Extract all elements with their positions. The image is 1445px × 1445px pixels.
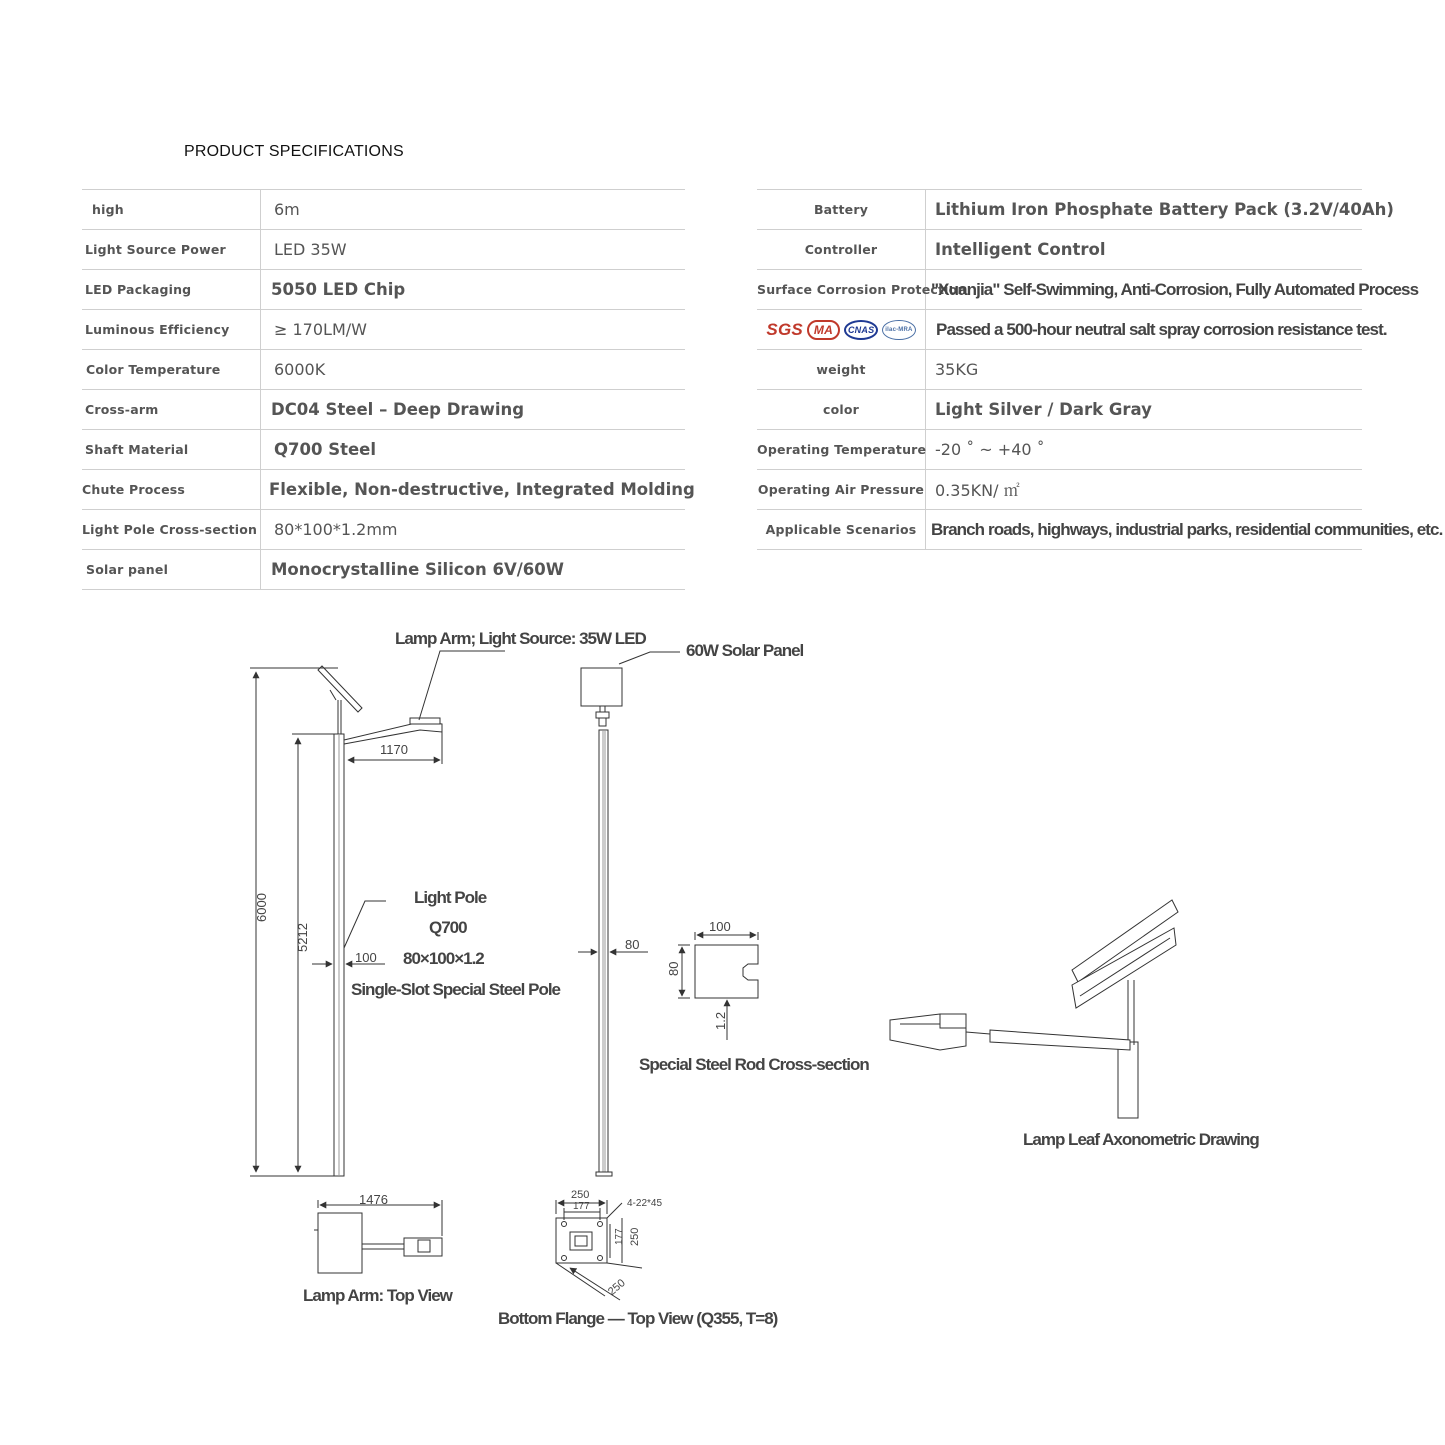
lamp-arm-label: Lamp Arm; Light Source: 35W LED: [395, 629, 646, 648]
spec-label: Chute Process: [82, 470, 261, 510]
flange-hole: 177: [573, 1201, 590, 1212]
flange-width: 250: [571, 1189, 590, 1201]
spec-label: Solar panel: [82, 550, 261, 590]
spec-label: Color Temperature: [82, 350, 261, 390]
dim-pole-height: 5212: [295, 923, 310, 952]
spec-row: [757, 310, 1362, 350]
flange-holes-spec: 4-22*45: [627, 1198, 663, 1209]
spec-row: [82, 350, 685, 390]
technical-drawing: [0, 600, 1445, 1360]
dim-pole-width: 100: [355, 950, 377, 965]
spec-table-left: [82, 189, 695, 590]
spec-label: Battery: [757, 190, 926, 230]
cross-height: 80: [666, 961, 681, 976]
pole-elevation: [318, 651, 505, 1176]
pole-material: Q700: [429, 918, 467, 937]
spec-value: Flexible, Non-destructive, Integrated Molding: [261, 470, 686, 510]
spec-value: 0.35KN/ ㎡: [926, 470, 1363, 510]
spec-row: [757, 190, 1362, 230]
spec-row: [82, 310, 685, 350]
cert-logos: [757, 310, 926, 350]
spec-row: [82, 390, 685, 430]
cert-logo-sgs: SGS: [766, 319, 803, 339]
spec-value: Q700 Steel: [261, 430, 686, 470]
spec-value: 35KG: [926, 350, 1363, 390]
spec-row: [757, 270, 1362, 310]
spec-table-right: [757, 189, 1443, 550]
spec-label: LED Packaging: [82, 270, 261, 310]
spec-value: 6m: [261, 190, 686, 230]
spec-label: high: [82, 190, 261, 230]
cert-logo-cnas: CNAS: [844, 320, 878, 340]
spec-label: Operating Air Pressure: [757, 470, 926, 510]
spec-label: Operating Temperature: [757, 430, 926, 470]
pole-title: Light Pole: [414, 888, 487, 907]
cert-logo-ma: MA: [807, 320, 840, 340]
spec-row: [82, 510, 685, 550]
spec-value: Intelligent Control: [926, 230, 1363, 270]
spec-label: Shaft Material: [82, 430, 261, 470]
flange-view: [556, 1200, 642, 1300]
flange-diag: 250: [605, 1277, 628, 1299]
flange-side: 250: [629, 1227, 641, 1246]
pole-front: [578, 652, 680, 1176]
spec-value: Lithium Iron Phosphate Battery Pack (3.2V/40Ah): [926, 190, 1363, 230]
spec-value: Branch roads, highways, industrial parks, residential communities, etc.: [926, 510, 1363, 550]
top-caption: Lamp Arm: Top View: [303, 1286, 452, 1305]
spec-label: Applicable Scenarios: [757, 510, 926, 550]
spec-row: [757, 430, 1362, 470]
flange-side-hole: 177: [614, 1228, 625, 1245]
spec-row: [82, 190, 685, 230]
spec-row: [757, 350, 1362, 390]
spec-value: LED 35W: [261, 230, 686, 270]
flange-caption: Bottom Flange — Top View (Q355, T=8): [498, 1309, 778, 1328]
top-dim: 1476: [359, 1192, 388, 1207]
spec-value: ≥ 170LM/W: [261, 310, 686, 350]
axonometric-view: [890, 900, 1178, 1118]
solar-panel-label: 60W Solar Panel: [686, 641, 804, 660]
axo-caption: Lamp Leaf Axonometric Drawing: [1023, 1130, 1259, 1149]
spec-label: Light Source Power: [82, 230, 261, 270]
spec-label: Cross-arm: [82, 390, 261, 430]
spec-value: DC04 Steel – Deep Drawing: [261, 390, 686, 430]
cross-width: 100: [709, 919, 731, 934]
spec-row: [82, 230, 685, 270]
cert-logo-ilacmra: ilac-MRA: [882, 320, 915, 340]
spec-row: [757, 390, 1362, 430]
spec-label: color: [757, 390, 926, 430]
height-dimensions: [250, 668, 442, 1176]
spec-value: "Xuanjia" Self-Swimming, Anti-Corrosion, Fully Automated Process: [926, 270, 1363, 310]
spec-value: Passed a 500-hour neutral salt spray corrosion resistance test.: [926, 310, 1363, 350]
cross-thickness: 1.2: [713, 1011, 728, 1030]
spec-label: weight: [757, 350, 926, 390]
spec-row: [757, 510, 1362, 550]
spec-row: [82, 550, 685, 590]
spec-row: [757, 230, 1362, 270]
spec-row: [82, 430, 685, 470]
spec-value: 6000K: [261, 350, 686, 390]
cross-caption: Special Steel Rod Cross-section: [639, 1055, 869, 1074]
spec-value: Light Silver / Dark Gray: [926, 390, 1363, 430]
spec-row: [82, 270, 685, 310]
spec-value: -20 ˚ ~ +40 ˚: [926, 430, 1363, 470]
spec-row: [757, 470, 1362, 510]
spec-value: 80*100*1.2mm: [261, 510, 686, 550]
dim-arm-length: 1170: [380, 742, 408, 757]
spec-value: 5050 LED Chip: [261, 270, 686, 310]
spec-row: [82, 470, 685, 510]
pole-size: 80×100×1.2: [403, 949, 484, 968]
dim-total-height: 6000: [254, 893, 269, 922]
page-title: PRODUCT SPECIFICATIONS: [184, 143, 404, 160]
spec-label: Light Pole Cross-section: [82, 510, 261, 550]
top-view: [314, 1200, 442, 1273]
pole-type: Single-Slot Special Steel Pole: [351, 980, 561, 999]
spec-label: Luminous Efficiency: [82, 310, 261, 350]
dim-side-width: 80: [625, 937, 640, 952]
spec-label: Surface Corrosion Protection: [757, 270, 926, 310]
spec-value: Monocrystalline Silicon 6V/60W: [261, 550, 686, 590]
spec-label: Controller: [757, 230, 926, 270]
